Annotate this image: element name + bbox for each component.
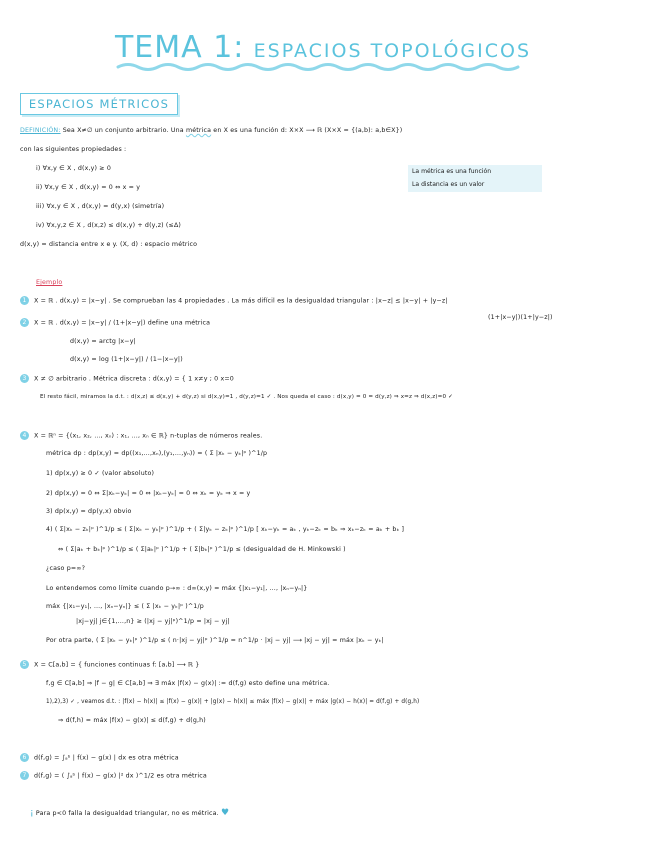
example-2-metric-b: d(x,y) = arctg |x−y| — [70, 338, 136, 345]
example-7-text: d(f,g) = ( ∫ₐᵇ | f(x) − g(x) |² dx )^1/2 es otra métrica — [34, 772, 207, 780]
property-3: iii) ∀x,y ∈ X , d(x,y) = d(y,x) (simetría) — [36, 203, 165, 210]
example-2-text: X = ℝ . d(x,y) = |x−y| / (1+|x−y|) define una métrica — [34, 319, 211, 327]
number-badge: 2 — [20, 318, 29, 327]
side-note-line-1: La métrica es una función — [412, 168, 492, 175]
footer-text: Para p<0 falla la desigualdad triangular, no es métrica. — [35, 810, 219, 817]
example-5-definition: f,g ∈ C[a,b] ⇒ |f − g| ∈ C[a,b] ⇒ ∃ máx |f(x) − g(x)| := d(f,g) esto define una métrica. — [46, 680, 330, 687]
definition-line-2: con las siguientes propiedades : — [20, 146, 127, 153]
exclamation-icon: ¡ — [30, 808, 34, 818]
example-4-minkowski: ⇔ ( Σ|aₖ + bₖ|ᵖ )^1/p ≤ ( Σ|aₖ|ᵖ )^1/p + ( Σ|bₖ|ᵖ )^1/p ≤ (desigualdad de H. Minkowski ) — [58, 546, 346, 553]
footer-note — [30, 808, 229, 818]
example-2-side-formula: (1+|x−y|)(1+|y−z|) — [488, 314, 553, 321]
example-4-max-detail: |xj−yj| j∈{1,…,n} ≥ (|xj − yj|ᵖ)^1/p = |xj − yj| — [76, 618, 230, 625]
title-colon: : — [233, 30, 245, 65]
side-note-line-2: La distancia es un valor — [412, 181, 485, 188]
number-badge: 6 — [20, 753, 29, 762]
example-6-text: d(f,g) = ∫ₐᵇ | f(x) − g(x) | dx es otra métrica — [34, 754, 179, 762]
property-2: ii) ∀x,y ∈ X , d(x,y) = 0 ⇔ x = y — [36, 184, 141, 191]
page-title — [0, 30, 646, 65]
example-4-other-side — [46, 637, 384, 644]
example-1-text: X = ℝ . d(x,y) = |x−y| . Se comprueban las 4 propiedades . La más difícil es la desigualdad triangular : |x−z| ≤ |x−y| + |y−z| — [34, 297, 448, 305]
side-note — [408, 165, 542, 192]
example-5 — [20, 660, 199, 669]
title-main: TEMA 1 — [114, 30, 234, 65]
definition-line-1 — [20, 127, 402, 134]
section-heading: ESPACIOS MÉTRICOS — [20, 93, 178, 115]
example-4-prop-3: 3) dp(x,y) = dp(y,x) obvio — [46, 508, 132, 515]
example-4-infinity-question: ¿caso p=∞? — [46, 565, 86, 572]
example-4 — [20, 431, 262, 440]
number-badge: 5 — [20, 660, 29, 669]
definition-text-c: en X es una función d: X×X ⟶ ℝ (X×X = {(a,b): a,b∈X}) — [211, 127, 403, 134]
heart-icon: ♥ — [220, 808, 230, 818]
number-badge: 4 — [20, 431, 29, 440]
definition-last-line: d(x,y) = distancia entre x e y. (X, d) : espacio métrico — [20, 241, 198, 248]
example-3-detail: El resto fácil, miramos la d.t. : d(x,z) ≤ d(x,y) + d(y,z) si d(x,y)=1 , d(y,z)=1 ✓ . Nos queda el caso : d(x,y) = 0 = d(y,z) ⇒ x=z ⇒ d(x,z)=0 ✓ — [40, 394, 453, 400]
example-5-triangle: 1),2),3) ✓ , veamos d.t. : |f(x) − h(x)| ≤ |f(x) − g(x)| + |g(x) − h(x)| ≤ máx |f(x) − g(x)| + máx |g(x) − h(x)| = d(f,g) + d(g,h) — [46, 699, 420, 705]
definition-keyword: métrica — [185, 127, 212, 134]
number-badge: 3 — [20, 374, 29, 383]
example-4-prop-1: 1) dp(x,y) ≥ 0 ✓ (valor absoluto) — [46, 470, 155, 477]
title-underline-wave — [116, 62, 530, 72]
title-sub: ESPACIOS TOPOLÓGICOS — [253, 40, 532, 62]
example-3 — [20, 374, 234, 383]
example-4-prop-4: 4) ( Σ|xₖ − zₖ|ᵖ )^1/p ≤ ( Σ|xₖ − yₖ|ᵖ )^1/p + ( Σ|yₖ − zₖ|ᵖ )^1/p [ xₖ−yₖ = aₖ , yₖ−zₖ = bₖ ⇒ xₖ−zₖ = aₖ + bₖ ] — [46, 526, 405, 533]
example-1 — [20, 296, 448, 305]
definition-label: DEFINICIÓN: — [20, 127, 61, 134]
example-4-prop-2: 2) dp(x,y) = 0 ⇔ Σ|xₖ−yₖ| = 0 ⇔ |xₖ−yₖ| = 0 ⇔ xₖ = yₖ ⇒ x = y — [46, 490, 251, 497]
example-4-metric: métrica dp : dp(x,y) = dp((x₁,…,xₙ),(y₁,…,yₙ)) = ( Σ |xₖ − yₖ|ᵖ )^1/p — [46, 450, 268, 457]
number-badge: 7 — [20, 771, 29, 780]
example-4-other-side-text: Por otra parte, ( Σ |xₖ − yₖ|ᵖ )^1/p ≤ ( n·|xj − yj|ᵖ )^1/p = n^1/p · |xj − yj| ⟶ |xj − yj| = máx |xₖ − yₖ| — [46, 637, 384, 644]
example-4-limit: Lo entendemos como límite cuando p→∞ : d∞(x,y) = máx {|x₁−y₁|, …, |xₙ−yₙ|} — [46, 585, 308, 592]
example-4-max: máx {|x₁−y₁|, …, |xₙ−yₙ|} ≤ ( Σ |xₖ − yₖ|ᵖ )^1/p — [46, 603, 204, 610]
example-label: Ejemplo — [36, 279, 63, 286]
definition-text-a: Sea X≠∅ un conjunto arbitrario. Una — [62, 127, 186, 134]
number-badge: 1 — [20, 296, 29, 305]
example-7 — [20, 771, 207, 780]
example-6 — [20, 753, 179, 762]
example-5-conclusion: ⇒ d(f,h) = máx |f(x) − g(x)| ≤ d(f,g) + d(g,h) — [58, 717, 206, 724]
example-5-text: X = C[a,b] = { funciones continuas f: [a,b] ⟶ ℝ } — [34, 661, 200, 669]
example-2-metric-c: d(x,y) = log (1+|x−y|) / (1−|x−y|) — [70, 356, 183, 363]
example-3-text: X ≠ ∅ arbitrario . Métrica discreta : d(x,y) = { 1 x≠y ; 0 x=0 — [34, 375, 234, 383]
property-1: i) ∀x,y ∈ X , d(x,y) ≥ 0 — [36, 165, 112, 172]
example-4-text: X = ℝⁿ = {(x₁, x₂, …, xₙ) : x₁, …, xₙ ∈ ℝ} n-tuplas de números reales. — [34, 432, 263, 440]
example-2 — [20, 318, 210, 327]
property-4: iv) ∀x,y,z ∈ X , d(x,z) ≤ d(x,y) + d(y,z) (≤∆) — [36, 222, 181, 229]
